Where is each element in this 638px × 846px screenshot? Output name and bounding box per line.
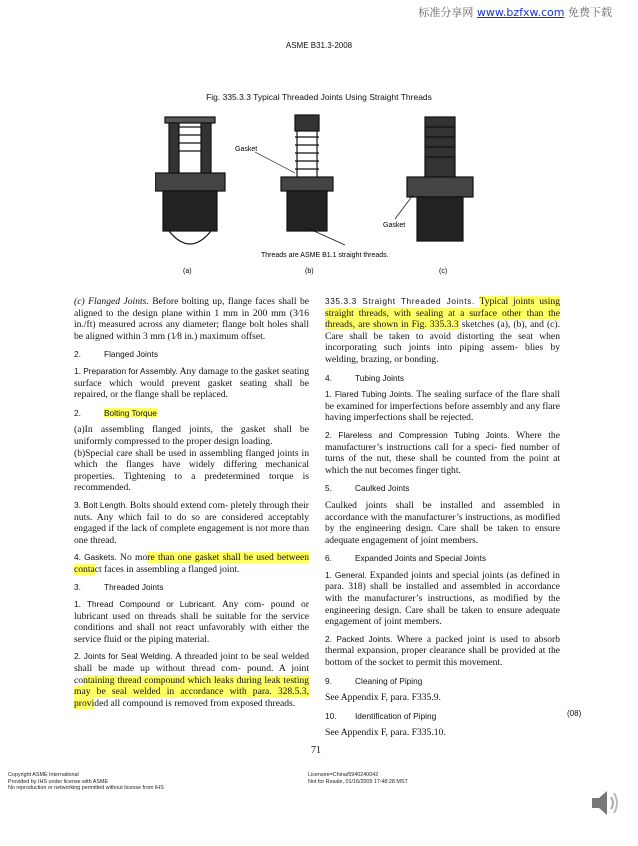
section-flanged-joints: 2. Flanged Joints [74, 349, 158, 360]
sketch-c-label: (c) [439, 268, 448, 275]
flareless-paragraph: 2. Flareless and Compression Tubing Joints. Where the manufacturer’s instructions call for a speci- fied number of turns of the nut, these shall be counted from the point at which the nut becomes finger tight. [325, 429, 560, 476]
watermark-link[interactable]: www.bzfxw.com [476, 6, 565, 19]
section-cleaning: 9. Cleaning of Piping [325, 675, 423, 686]
section-identification: 10. Identification of Piping [325, 710, 437, 721]
page-header: ASME B31.3-2008 [285, 41, 353, 50]
packed-joints-paragraph: 2. Packed Joints. Where a packed joint is used to absorb thermal expansion, proper clearance shall be provided at the bottom of the socket to permit this movement. [325, 633, 560, 669]
speaker-icon[interactable] [588, 786, 622, 820]
preparation-paragraph: 1. Preparation for Assembly. Any damage to the gasket seating surface which would prevent gasket seating shall be repaired, or the flange shall be replaced. [74, 365, 309, 401]
straight-threaded-paragraph: 335.3.3 Straight Threaded Joints. Typical joints using straight threads, with sealing at a surface other than the threads, are shown in Fig. 335.3.3 sketches (a), (b), and (c). Care shall be taken to avoid distorting the seat when incorporating such joints into piping assem- blies by welding, brazing, or bonding. [325, 296, 560, 365]
bolting-item-a: (a)In assembling flanged joints, the gasket shall be uniformly compressed to the proper design loading. [74, 424, 309, 447]
sketch-a-label: (a) [183, 268, 192, 275]
bolt-length-paragraph: 3. Bolt Length. Bolts should extend com- pletely through their nuts. Any which fail to do so are considered acceptably engaged if the lack of complete engagement is not more than one thread. [74, 499, 309, 546]
gaskets-paragraph: 4. Gaskets. No more than one gasket shall be used between contact faces in assembling a flanged joint. [74, 552, 310, 575]
footer-right: Licensee=China/5940240042 Not for Resale, 01/16/2009 17:48:28 MST [308, 772, 408, 785]
section-bolting-torque: 2. Bolting Torque [74, 407, 157, 418]
figure-title: Fig. 335.3.3 Typical Threaded Joints Using Straight Threads [206, 92, 432, 102]
footer-left: Copyright ASME International Provided by IHS under license with ASME No reproduction or networking permitted without license from IHS [8, 772, 164, 792]
watermark-site: 标准分享网 [418, 6, 474, 19]
gasket-label-1: Gasket [235, 146, 258, 153]
seal-welding-paragraph: 2. Joints for Seal Welding. A threaded joint to be seal welded shall be made up without thread com- pound. A joint containing thread compound which leaks during leak testing may be seal welded in accordance with para. 328.5.3, provided all compound is removed from exposed threads. [74, 651, 309, 709]
sketch-a [155, 117, 225, 244]
cleaning-paragraph: See Appendix F, para. F335.9. [325, 692, 441, 704]
watermark-suffix: 免费下载 [568, 6, 612, 19]
figure-caption: Threads are ASME B1.1 straight threads. [261, 252, 389, 259]
section-tubing-joints: 4. Tubing Joints [325, 372, 405, 383]
sketch-c [407, 117, 473, 241]
watermark [418, 4, 612, 20]
gasket-label-2: Gasket [383, 222, 406, 229]
bolting-item-b: (b)Special care shall be used in assembling flanged joints in which the flanges have widely differing mechanical properties. Tightening to a predetermined torque is recommended. [74, 447, 309, 494]
caulked-paragraph: Caulked joints shall be installed and assembled in accordance with the manufacturer’s instructions, as modified by the engineering design. Care shall be taken to ensure adequate engagement of joint members. [325, 499, 560, 546]
sketch-b [281, 115, 333, 231]
general-paragraph: 1. General. Expanded joints and special joints (as defined in para. 318) shall be installed and assembled in accordance with the manufacturer’s instructions, as modified by the engineering design. Care shall be taken to ensure adequate engagement of joint members. [325, 569, 560, 628]
flanged-joints-paragraph: (c) Flanged Joints. Before bolting up, flange faces shall be aligned to the design plane within 1 mm in 200 mm (3⁄16 in./ft) measured across any diameter; flange bolt holes shall be aligned within 3 mm (1⁄8 in.) maximum offset. [74, 296, 309, 342]
section-caulked-joints: 5. Caulked Joints [325, 483, 410, 494]
revision-mark: (08) [567, 709, 582, 718]
section-expanded-joints: 6. Expanded Joints and Special Joints [325, 553, 486, 564]
flared-tubing-paragraph: 1. Flared Tubing Joints. The sealing surface of the flare shall be examined for imperfections before assembly and any flare having imperfections shall be rejected. [325, 389, 560, 424]
left-column [74, 296, 309, 715]
page-number: 71 [311, 745, 321, 756]
right-column [325, 296, 560, 745]
sketch-b-label: (b) [305, 268, 314, 275]
threaded-joints-figure [155, 107, 495, 277]
section-threaded-joints: 3. Threaded Joints [74, 582, 164, 593]
thread-compound-paragraph: 1. Thread Compound or Lubricant. Any com- pound or lubricant used on threads shall be suitable for the service conditions and shall not react unfavorably with either the service fluid or the piping material. [74, 599, 309, 645]
identification-paragraph: See Appendix F, para. F335.10. [325, 727, 446, 739]
